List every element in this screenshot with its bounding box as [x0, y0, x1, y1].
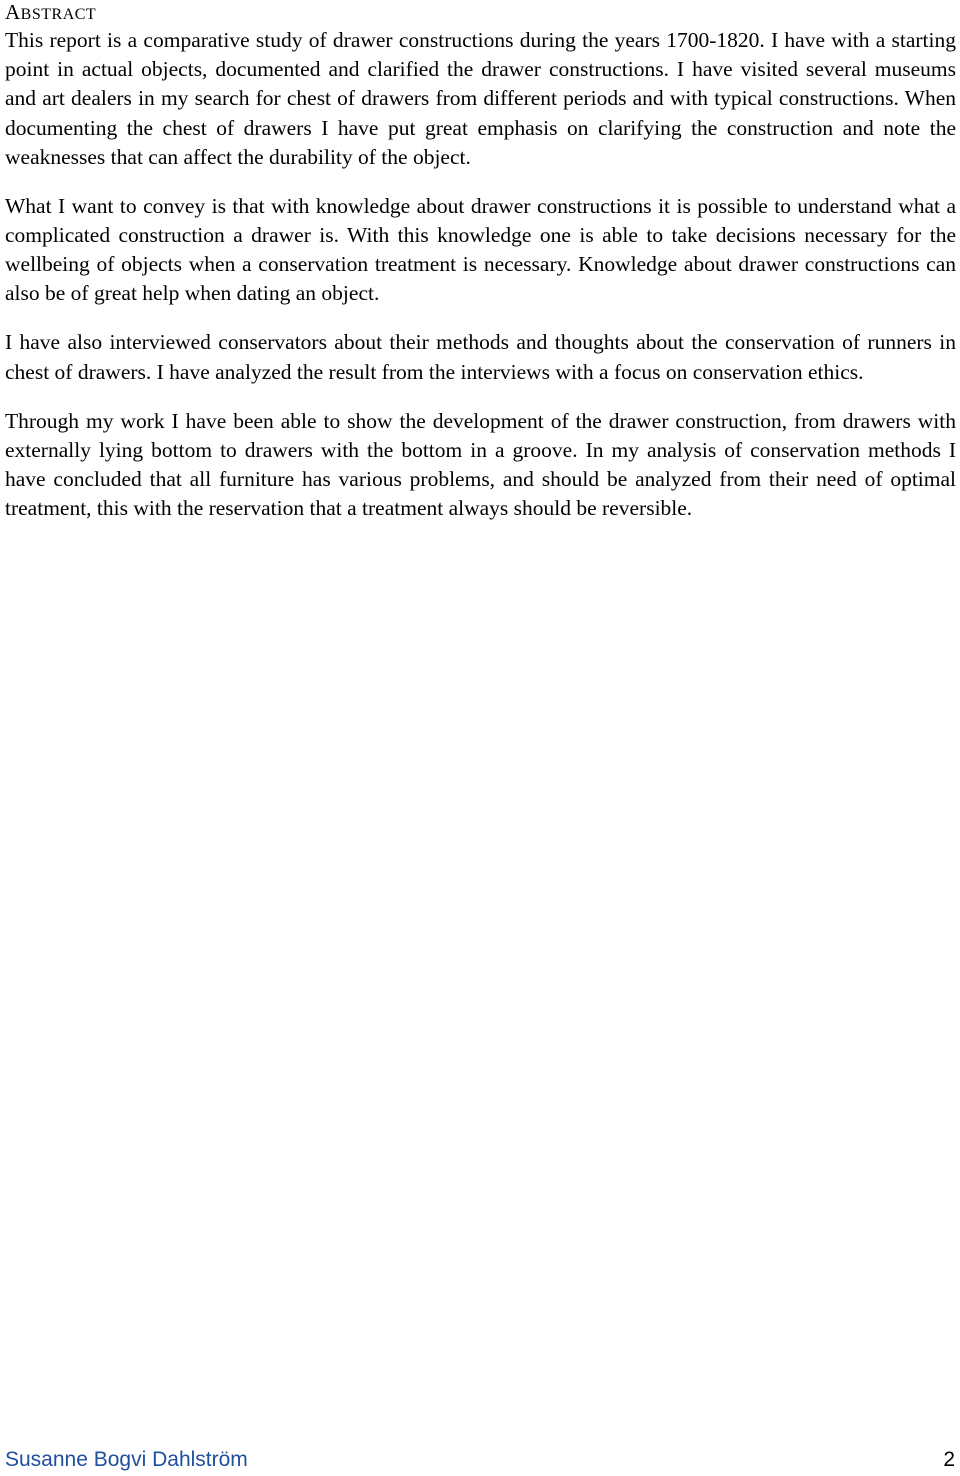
page-footer: [5, 1446, 955, 1474]
abstract-paragraph-3: I have also interviewed conservators about their methods and thoughts about the conservation of runners in chest of drawers. I have analyzed the result from the interviews with a focus on conservation ethics.: [5, 330, 956, 384]
abstract-paragraph-2: What I want to convey is that with knowledge about drawer constructions it is possible to understand what a complicated construction a drawer is. With this knowledge one is able to take decisions necessary for the wellbeing of objects when a conservation treatment is necessary. Knowledge about drawer constructions can also be of great help when dating an object.: [5, 193, 956, 306]
section-heading-initial: A: [5, 0, 21, 24]
document-body: [5, 0, 956, 523]
section-heading-rest: BSTRACT: [20, 6, 97, 23]
abstract-paragraph-1: This report is a comparative study of drawer constructions during the years 1700-1820. I have with a starting point in actual objects, documented and clarified the drawer constructions. I have visited several museums and art dealers in my search for chest of drawers from different periods and with typical constructions. When documenting the chest of drawers I have put great emphasis on clarifying the construction and note the weaknesses that can affect the durability of the object.: [5, 28, 956, 169]
footer-author: Susanne Bogvi Dahlström: [5, 1448, 248, 1471]
abstract-paragraph-4: Through my work I have been able to show the development of the drawer construction, from drawers with externally lying bottom to drawers with the bottom in a groove. In my analysis of conservation methods I have concluded that all furniture has various problems, and should be analyzed from their need of optimal treatment, this with the reservation that a treatment always should be reversible.: [5, 408, 956, 521]
section-heading: [5, 0, 956, 27]
footer-page-number: 2: [943, 1448, 955, 1471]
